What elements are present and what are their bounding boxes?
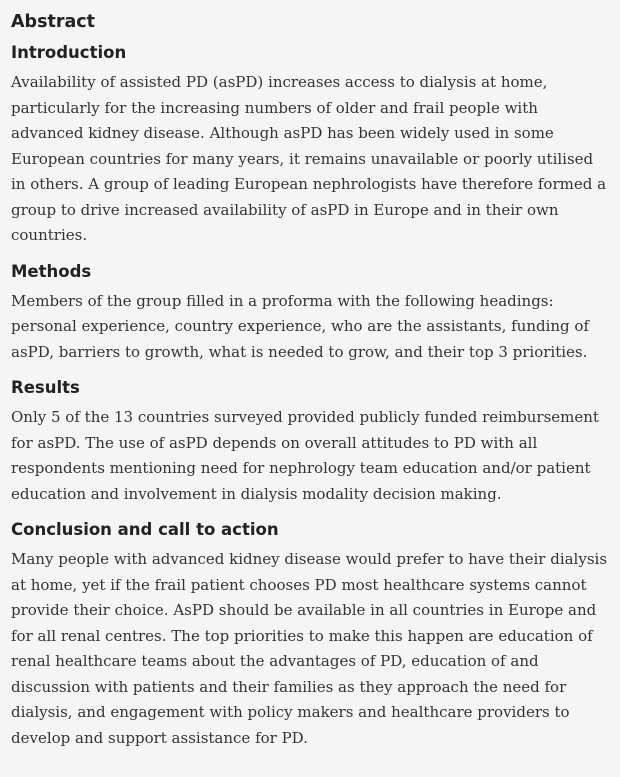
- section-results: [11, 377, 612, 507]
- abstract-heading: Abstract: [11, 12, 96, 32]
- section-introduction: [11, 42, 612, 249]
- section-conclusion: [11, 519, 612, 751]
- section-methods: [11, 261, 612, 366]
- section-heading-conclusion: Conclusion and call to action: [11, 520, 279, 539]
- section-text-conclusion: Many people with advanced kidney disease would prefer to have their dialysis at home, yet if the frail patient chooses PD most healthcare systems cannot provide their choice. AsPD should be available in all countries in Europe and for all renal centres. The top priorities to make this happen are education of renal healthcare teams about the advantages of PD, education of and discussion with patients and their families as they approach the need for dialysis, and engagement with policy makers and healthcare providers to develop and support assistance for PD.: [11, 550, 608, 747]
- section-text-results: Only 5 of the 13 countries surveyed provided publicly funded reimbursement for asPD. The use of asPD depends on overall attitudes to PD with all respondents mentioning need for nephrology team education and/or patient education and involvement in dialysis modality decision making.: [11, 408, 599, 503]
- section-heading-results: Results: [11, 378, 80, 397]
- section-text-introduction: Availability of assisted PD (asPD) increases access to dialysis at home, particularly for the increasing numbers of older and frail people with advanced kidney disease. Although asPD has been widely used in some European countries for many years, it remains unavailable or poorly utilised in others. A group of leading European nephrologists have therefore formed a group to drive increased availability of asPD in Europe and in their own countries.: [11, 73, 607, 244]
- section-heading-methods: Methods: [11, 261, 92, 281]
- section-text-methods: Members of the group filled in a proforma with the following headings: personal experience, country experience, who are the assistants, funding of asPD, barriers to growth, what is needed to grow, and their top 3 priorities.: [11, 291, 590, 361]
- section-heading-introduction: Introduction: [11, 43, 127, 62]
